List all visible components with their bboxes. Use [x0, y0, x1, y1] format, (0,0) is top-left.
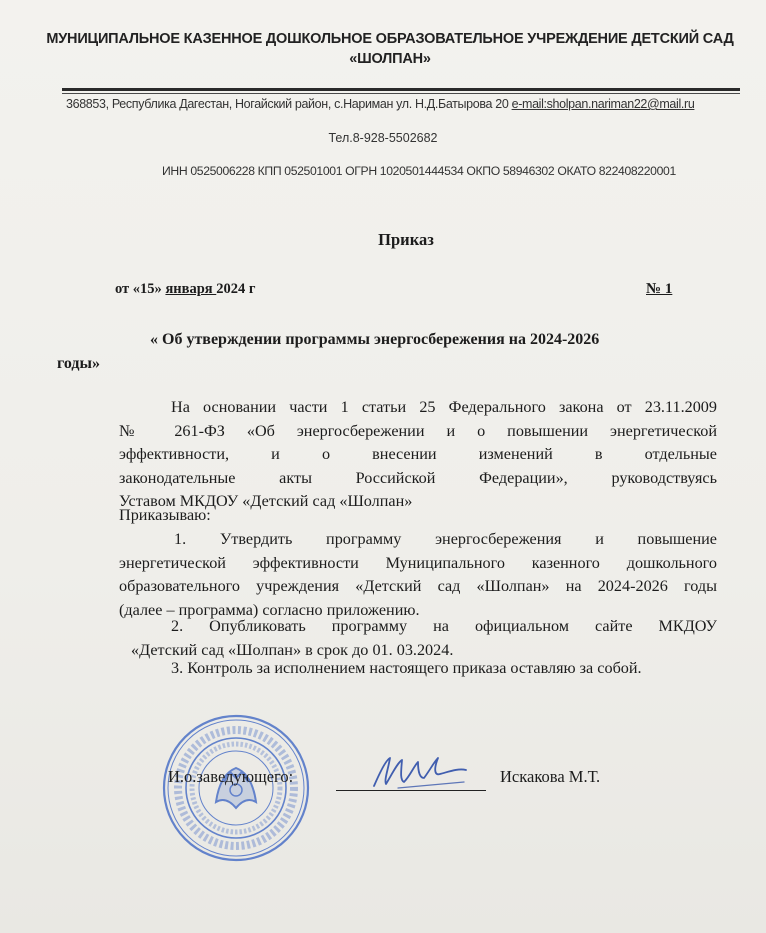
order-item-line: энергетической эффективности Муниципального казенного дошкольного — [119, 553, 717, 572]
preamble-paragraph — [119, 396, 717, 514]
header-rule-thick — [62, 88, 740, 91]
order-word: Приказываю: — [119, 506, 211, 524]
signature-position: И.о.заведующего: — [168, 767, 294, 786]
preamble-line: На основании части 1 статьи 25 Федерального закона от 23.11.2009 — [171, 398, 717, 416]
signer-name: Искакова М.Т. — [500, 767, 601, 786]
subject-line1: « Об утверждении программы энергосбережения на 2024-2026 — [150, 331, 600, 348]
preamble-line: законодательные акты Российской Федерации», руководствуясь — [119, 468, 717, 487]
org-registry-codes: ИНН 0525006228 КПП 052501001 ОГРН 1020501444534 ОКПО 58946302 ОКАТО 822408220001 — [162, 164, 676, 178]
email-link[interactable]: e-mail:sholpan.nariman22@mail.ru — [511, 97, 695, 111]
date-prefix: от «15» — [115, 281, 166, 297]
order-item-line: «Детский сад «Шолпан» в срок до 01. 03.2024. — [131, 640, 454, 659]
subject-line2: годы» — [57, 355, 100, 372]
preamble-line: Уставом МКДОУ «Детский сад «Шолпан» — [119, 492, 413, 511]
document-number: № 1 — [646, 281, 673, 297]
preamble-line: эффективности, и о внесении изменений в отдельные — [119, 445, 717, 464]
document-title: Приказ — [378, 230, 434, 249]
org-address — [66, 97, 736, 111]
header-rule-thin — [62, 93, 740, 94]
org-name-line2: «ШОЛПАН» — [349, 51, 431, 67]
order-item-3: 3. Контроль за исполнением настоящего приказа оставляю за собой. — [171, 659, 642, 677]
order-item-2 — [119, 615, 717, 662]
official-seal-stamp — [160, 712, 312, 864]
address-text: 368853, Республика Дагестан, Ногайский район, с.Нариман ул. Н.Д.Батырова 20 — [66, 97, 512, 111]
order-item-line: 1. Утвердить программу энергосбережения и повышение — [174, 530, 717, 548]
org-phone: Тел.8-928-5502682 — [328, 131, 438, 145]
order-item-line: 2. Опубликовать программу на официальном сайте МКДОУ — [171, 617, 717, 635]
handwritten-signature — [368, 748, 468, 794]
preamble-line: № 261-ФЗ «Об энергосбережении и о повышении энергетической — [119, 421, 717, 440]
document-date — [115, 281, 255, 298]
date-month: января — [165, 281, 217, 297]
order-item-1 — [119, 528, 717, 622]
date-suffix: 2024 г — [216, 281, 256, 297]
org-name-line1: МУНИЦИПАЛЬНОЕ КАЗЕННОЕ ДОШКОЛЬНОЕ ОБРАЗОВАТЕЛЬНОЕ УЧРЕЖДЕНИЕ ДЕТСКИЙ САД — [46, 31, 734, 47]
order-item-line: образовательного учреждения «Детский сад «Шолпан» на 2024-2026 годы — [119, 577, 717, 596]
order-item-line: (далее – программа) согласно приложению. — [119, 600, 420, 619]
